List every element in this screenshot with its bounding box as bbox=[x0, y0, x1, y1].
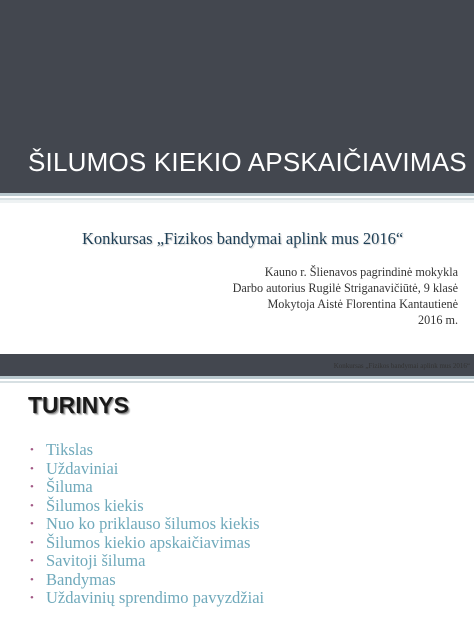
list-item bbox=[30, 552, 264, 571]
year-line: 2016 m. bbox=[418, 313, 458, 327]
list-item bbox=[30, 497, 264, 516]
list-item bbox=[30, 441, 264, 460]
list-item-label: Uždavinių sprendimo pavyzdžiai bbox=[46, 588, 265, 607]
list-item bbox=[30, 589, 264, 608]
contest-subtitle: Konkursas „Fizikos bandymai aplink mus 2016“ bbox=[82, 229, 404, 248]
list-item-label: Savitoji šiluma bbox=[46, 551, 146, 570]
contents-slide bbox=[0, 354, 474, 632]
bullet-icon: • bbox=[30, 518, 34, 530]
list-item bbox=[30, 515, 264, 534]
list-item bbox=[30, 571, 264, 590]
bullet-icon: • bbox=[30, 499, 34, 512]
slide-footer: Konkursas „Fizikos bandymai aplink mus 2016“ bbox=[333, 362, 470, 370]
bullet-icon: • bbox=[30, 555, 34, 567]
list-item bbox=[30, 534, 264, 553]
list-item-label: Tikslas bbox=[46, 440, 94, 459]
list-item bbox=[30, 478, 264, 497]
title-band bbox=[0, 0, 474, 193]
bullet-icon: • bbox=[30, 592, 34, 604]
author-line: Darbo autorius Rugilė Striganavičiūtė, 9 klasė bbox=[232, 281, 458, 295]
teacher-line: Mokytoja Aistė Florentina Kantautienė bbox=[267, 297, 458, 311]
school-line: Kauno r. Šlienavos pagrindinė mokykla bbox=[264, 265, 458, 279]
list-item-label: Šilumos kiekio apskaičiavimas bbox=[46, 532, 251, 552]
bullet-icon: • bbox=[30, 536, 34, 549]
divider-stripe bbox=[0, 200, 474, 203]
divider-stripe bbox=[0, 381, 474, 383]
bullet-icon: • bbox=[30, 444, 34, 456]
bullet-icon: • bbox=[30, 462, 34, 475]
list-item-label: Šiluma bbox=[46, 477, 93, 496]
bullet-icon: • bbox=[30, 573, 34, 586]
contents-list bbox=[30, 441, 264, 608]
list-item bbox=[30, 460, 264, 479]
list-item-label: Šilumos kiekis bbox=[46, 495, 144, 515]
bullet-icon: • bbox=[30, 481, 34, 493]
contents-heading: TURINYS bbox=[28, 392, 129, 418]
slide-title: ŠILUMOS KIEKIO APSKAIČIAVIMAS bbox=[28, 147, 467, 177]
list-item-label: Bandymas bbox=[46, 569, 116, 589]
list-item-label: Uždaviniai bbox=[46, 458, 119, 478]
list-item-label: Nuo ko priklauso šilumos kiekis bbox=[46, 514, 260, 533]
author-info bbox=[233, 264, 458, 328]
slide-gap bbox=[0, 346, 474, 354]
